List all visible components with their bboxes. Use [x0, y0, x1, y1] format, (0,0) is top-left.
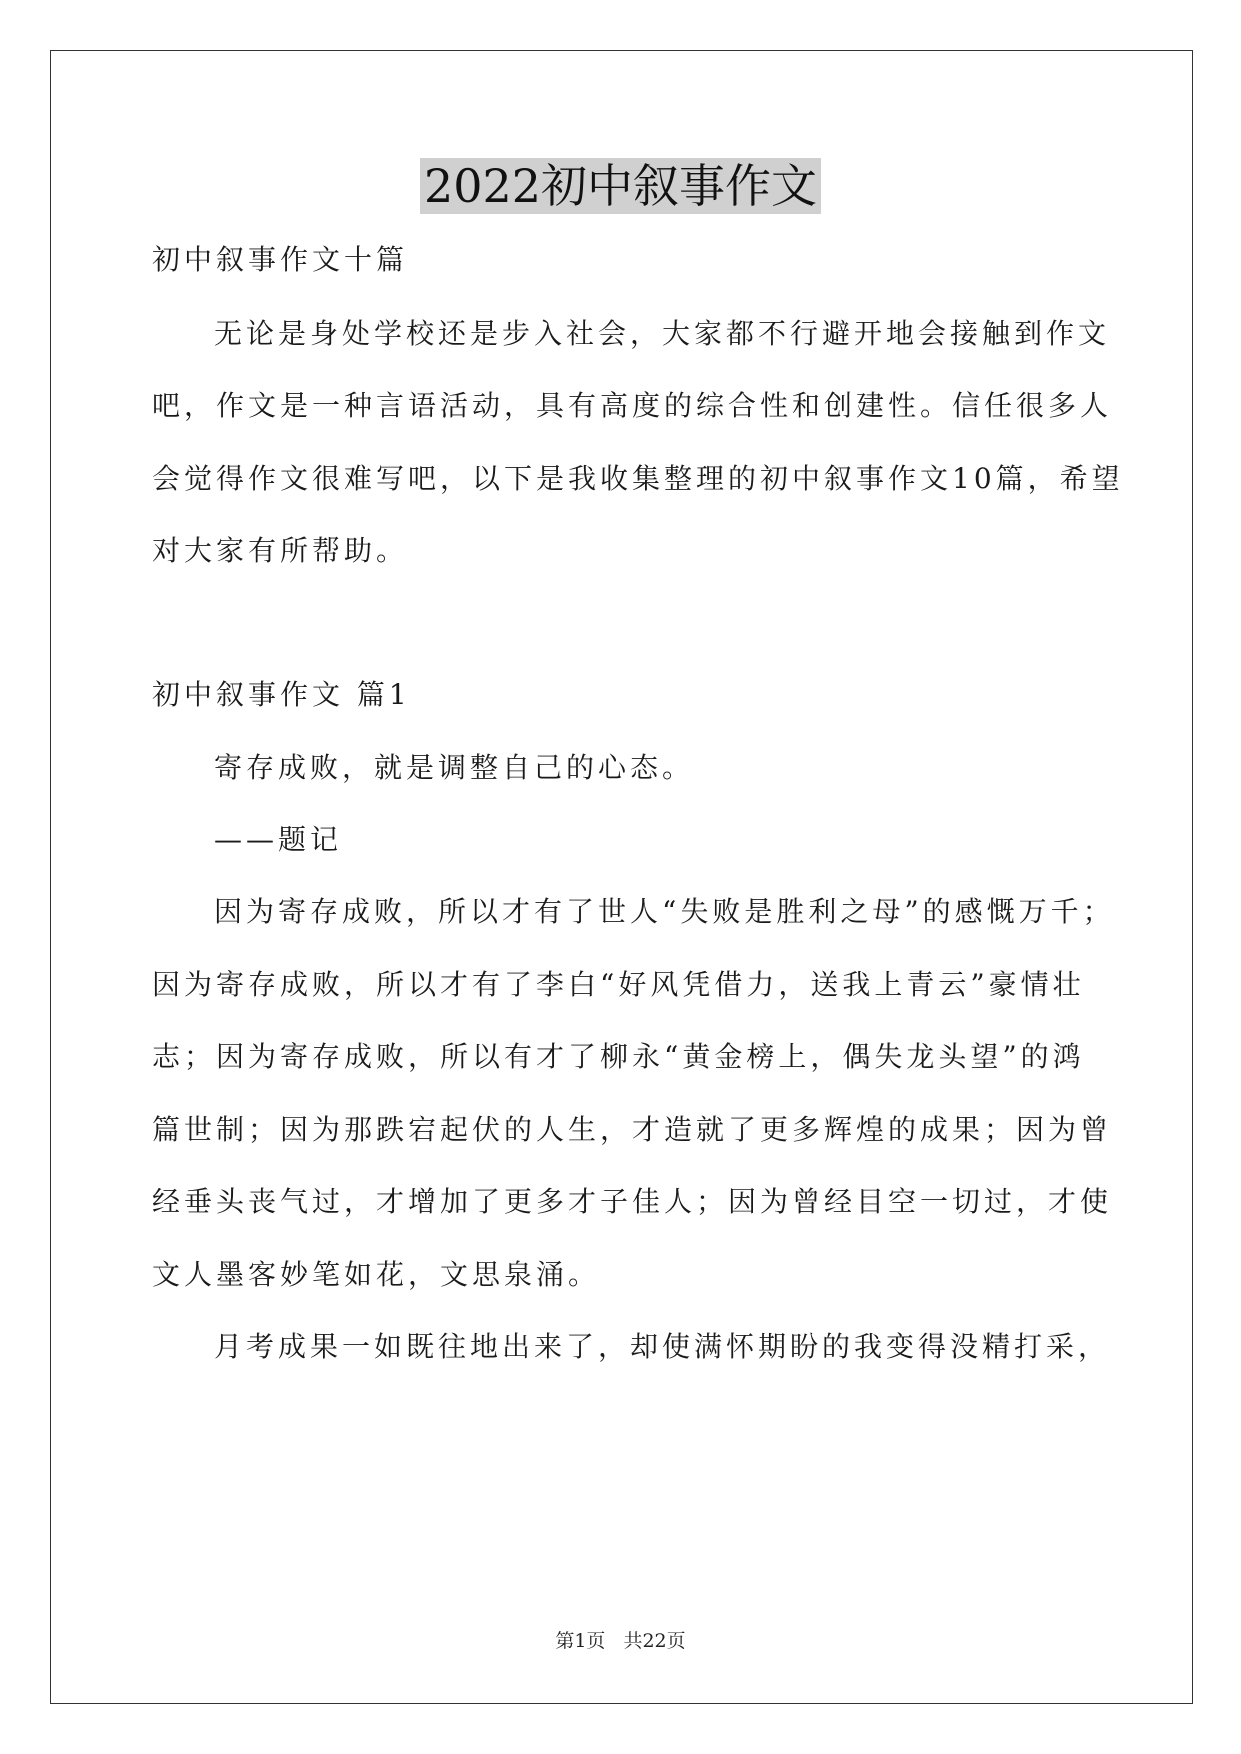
para1-line-4: 篇世制；因为那跌宕起伏的人生，才造就了更多辉煌的成果；因为曾: [152, 1113, 1113, 1146]
epigraph: 寄存成败，就是调整自己的心态。: [214, 751, 695, 784]
intro-line-4: 对大家有所帮助。: [152, 534, 409, 567]
para1-line-2: 因为寄存成败，所以才有了李白“好风凭借力，送我上青云”豪情壮: [152, 968, 1085, 1001]
page-footer: [0, 1628, 1241, 1654]
document-subtitle: 初中叙事作文十篇: [152, 243, 409, 276]
para1-line-3: 志；因为寄存成败，所以有才了柳永“黄金榜上，偶失龙头望”的鸿: [152, 1040, 1085, 1073]
para1-line-5: 经垂头丧气过，才增加了更多才子佳人；因为曾经目空一切过，才使: [152, 1185, 1113, 1218]
page-number: 第1页: [555, 1630, 606, 1652]
epigraph-source: ——题记: [214, 823, 343, 856]
section-heading: 初中叙事作文 篇1: [152, 678, 411, 711]
page-border: [50, 50, 1193, 1704]
intro-line-3: 会觉得作文很难写吧，以下是我收集整理的初中叙事作文10篇，希望: [152, 462, 1124, 495]
para2-line-1: 月考成果一如既往地出来了，却使满怀期盼的我变得没精打采，: [214, 1330, 1111, 1363]
para1-line-6: 文人墨客妙笔如花，文思泉涌。: [152, 1258, 601, 1291]
page-total: 共22页: [623, 1630, 686, 1652]
para1-line-1: 因为寄存成败，所以才有了世人“失败是胜利之母”的感慨万千；: [214, 895, 1115, 928]
document-title: 2022初中叙事作文: [420, 158, 821, 214]
intro-line-1: 无论是身处学校还是步入社会，大家都不行避开地会接触到作文: [214, 317, 1111, 350]
intro-line-2: 吧，作文是一种言语活动，具有高度的综合性和创建性。信任很多人: [152, 389, 1113, 422]
title-container: [0, 158, 1241, 214]
